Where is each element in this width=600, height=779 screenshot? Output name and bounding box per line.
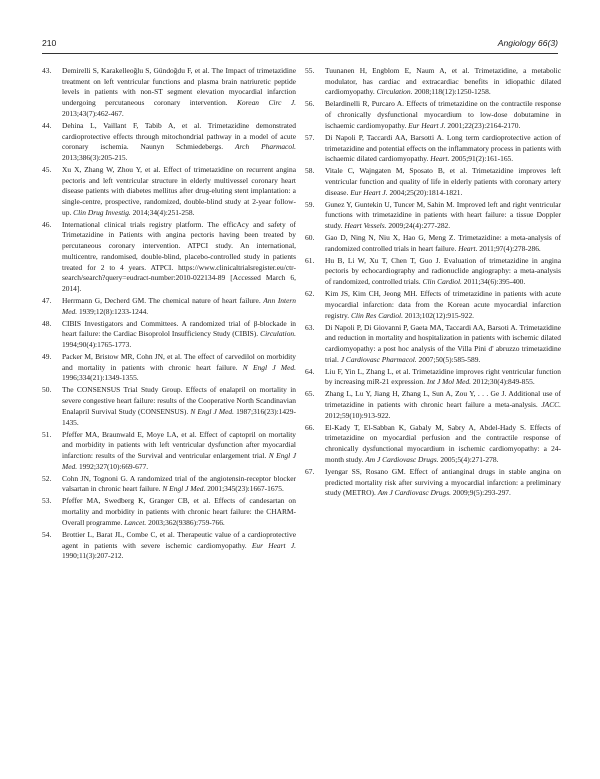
journal-name: Heart. (458, 243, 478, 253)
reference-entry (305, 66, 561, 98)
reference-segment: The CONSENSUS Trial Study Group. Effects of enalapril on mortality in severe congestive heart failure: results of the Cooperative North Scandinavian Enalapril Survival Study (CONSENSUS). (62, 385, 296, 416)
reference-entry (305, 289, 561, 321)
journal-name: Arch Pharmacol. (235, 142, 297, 152)
reference-text (325, 66, 561, 98)
reference-entry (42, 474, 296, 495)
journal-name: Clin Res Cardiol. (350, 310, 403, 320)
reference-segment: 1990;11(3):207-212. (62, 551, 124, 561)
reference-segment: Tuunanen H, Engblom E, Naum A, et al. Trimetazidine, a metabolic modulator, has cardiac and extracardiac benefits in idiopathic dilated cardiomyopathy. (325, 66, 561, 97)
reference-number: 60. (305, 233, 315, 243)
reference-segment: International clinical trials registry platform. The efficAcy and safety of Trimetazidine in Patients with angina pectoris having been treated by percutaneous coronary intervention. ATPCI study. An international, multicentre, randomised, double-blind, placebo-controlled study in patients treated for 2 to 4 years. ATPCI. https://www.clinicaltrialsregister.eu/ctr-search/search?query=eudract-number:2010-022134-89 [Accessed March 6, 2014]. (62, 219, 296, 293)
reference-segment: Herrmann G, Decherd GM. The chemical nature of heart failure. (62, 295, 264, 305)
reference-segment: 2003;362(9386):759-766. (146, 517, 225, 527)
running-header (42, 38, 558, 52)
reference-number: 64. (305, 366, 315, 376)
reference-segment: Dehina L, Vaillant F, Tabib A, et al. Trimetazidine demonstrated cardioprotective effects through mitochondrial pathway in a model of acute coronary ischemia. Naunyn Schmiedebergs. (62, 120, 296, 152)
reference-text (62, 165, 296, 219)
reference-entry (305, 133, 561, 165)
reference-segment: Gunez Y, Guntekin U, Tuncer M, Sahin M. Improved left and right ventricular functions with trimetazidine in patients with heart failure: a tissue Doppler study. (325, 199, 561, 231)
reference-number: 67. (305, 466, 315, 476)
reference-segment: 2007;50(5):585-589. (416, 354, 481, 364)
journal-name: J Cardiovasc Pharmacol. (340, 354, 417, 364)
reference-segment: 2014;34(4):251-258. (130, 207, 195, 217)
reference-segment: 2011;34(6):395-400. (461, 277, 526, 287)
journal-name: Int J Mol Med. (426, 377, 472, 387)
reference-number: 63. (305, 322, 315, 332)
reference-number: 62. (305, 289, 315, 299)
reference-number: 47. (42, 295, 52, 305)
reference-number: 51. (42, 429, 52, 439)
reference-entry (305, 200, 561, 232)
reference-segment: 2011;97(4):278-286. (477, 243, 541, 253)
reference-text (325, 166, 561, 198)
reference-list (42, 66, 296, 562)
journal-name: JACC. (541, 400, 561, 410)
reference-segment: Cohn JN, Tognoni G. A randomized trial of the angiotensin-receptor blocker valsartan in chronic heart failure. (62, 473, 296, 494)
reference-segment: Vitale C, Wajngaten M, Sposato B, et al. Trimetazidine improves left ventricular function and quality of life in elderly patients with coronary artery disease. (325, 166, 561, 197)
reference-number: 50. (42, 385, 52, 395)
reference-segment: Demirelli S, Karakelleoğlu S, Gündoğdu F, et al. The Impact of trimetazidine treatment on left ventricular functions and plasma brain natriuretic peptide levels in patients with non-ST segment elevation myocardial infarction undergoing percutaneous coronary intervention. (62, 66, 296, 108)
reference-segment: El-Kady T, El-Sabban K, Gabaly M, Sabry A, Abdel-Hady S. Effects of trimetazidine on myocardial perfusion and the contractile response of chronically dysfunctional myocardium in ischemic cardiomyopathy: a 24-month study. (325, 422, 561, 464)
reference-text (62, 474, 296, 495)
reference-number: 56. (305, 99, 315, 109)
reference-number: 54. (42, 529, 52, 539)
reference-entry (42, 385, 296, 428)
reference-segment: 2008;118(12):1250-1258. (412, 87, 491, 97)
reference-segment: 1992;327(10):669-677. (77, 461, 149, 471)
reference-segment: Brottier L, Barat JL, Combe C, et al. Therapeutic value of a cardioprotective agent in patients with severe ischemic cardiomyopathy. (62, 529, 296, 550)
reference-number: 57. (305, 132, 315, 142)
reference-segment: Iyengar SS, Rosano GM. Effect of antianginal drugs in stable angina on predicted mortality risk after surviving a myocardial infarction: a preliminary study (METRO). (325, 466, 561, 498)
journal-name: Heart Vessels. (344, 221, 387, 231)
page-number: 210 (42, 38, 57, 48)
journal-name: N Engl J Med. (190, 406, 234, 416)
reference-segment: 1987;316(23):1429-1435. (62, 406, 296, 427)
reference-number: 49. (42, 352, 52, 362)
reference-number: 58. (305, 166, 315, 176)
reference-number: 65. (305, 389, 315, 399)
reference-segment: 2013;43(7):462-467. (62, 108, 124, 118)
reference-segment: Xu X, Zhang W, Zhou Y, et al. Effect of trimetazidine on recurrent angina pectoris and left ventricular structure in elderly multivessel coronary heart disease patients with diabetes mellitus after drug-eluting stent implantation: a single-centre, prospective, randomized, double-blind study at 2-year follow-up. (62, 164, 296, 217)
journal-name: Eur Heart J. (408, 120, 446, 130)
journal-name: N Engl J Med. (242, 362, 297, 372)
reference-segment: 2012;30(4):849-855. (471, 377, 535, 387)
reference-segment: 2009;24(4):277-282. (386, 221, 451, 231)
journal-name: Circulation. (260, 329, 296, 339)
reference-segment: Liu F, Yin L, Zhang L, et al. Trimetazidine improves right ventricular function by increasing miR-21 expression. (325, 366, 561, 387)
reference-text (325, 99, 561, 131)
reference-entry (305, 423, 561, 466)
reference-text (325, 256, 561, 288)
reference-number: 59. (305, 199, 315, 209)
reference-segment: Packer M, Bristow MR, Cohn JN, et al. The effect of carvedilol on morbidity and mortality in patients with chronic heart failure. (62, 352, 296, 372)
journal-name: Clin Cardiol. (422, 277, 462, 287)
reference-text (62, 530, 296, 562)
reference-text (62, 66, 296, 120)
reference-text (325, 323, 561, 366)
reference-text (325, 233, 561, 254)
reference-entry (305, 367, 561, 388)
journal-name: Lancet. (124, 517, 147, 527)
reference-segment: Di Napoli P, Di Giovanni P, Gaeta MA, Taccardi AA, Barsoti A. Trimetazidine and reduction in mortality and hospitalization in patients with ischemic dilated cardiomyopathy: a post hoc analysis of the Villa Pini d' abruzzo trimetazidine trial. (325, 322, 561, 364)
reference-number: 53. (42, 496, 52, 506)
journal-name: Circulation. (376, 87, 413, 97)
journal-name: Eur Heart J. (350, 187, 388, 197)
reference-text (62, 296, 296, 317)
reference-segment: 2013;386(3):205-215. (62, 152, 128, 162)
reference-text (62, 352, 296, 384)
reference-entry (42, 220, 296, 295)
reference-text (325, 467, 561, 499)
reference-entry (42, 496, 296, 528)
reference-segment: Di Napoli P, Taccardi AA, Barsotti A. Long term cardioprotective action of trimetazidine and potential effects on the inflammatory process in patients with ischaemic dilated cardiomyopathy. (325, 132, 561, 164)
references-left-column (42, 66, 296, 563)
reference-segment: 2009;9(5):293-297. (450, 488, 511, 498)
journal-name: Clin Drug Investig. (73, 207, 131, 217)
reference-number: 45. (42, 164, 52, 174)
reference-text (325, 423, 561, 466)
reference-entry (305, 467, 561, 499)
reference-number: 66. (305, 422, 315, 432)
reference-segment: 2001;345(23):1667-1675. (205, 484, 284, 494)
reference-text (62, 220, 296, 295)
journal-name: Am J Cardiovasc Drugs. (365, 454, 439, 464)
reference-text (62, 496, 296, 528)
journal-name: Eur Heart J. (251, 540, 296, 550)
reference-text (325, 367, 561, 388)
reference-entry (305, 256, 561, 288)
reference-segment: Belardinelli R, Purcaro A. Effects of trimetazidine on the contractile response of chronically dysfunctional myocardium to low-dose dobutamine in ischaemic cardiomyopathy. (325, 99, 561, 130)
reference-segment: CIBIS Investigators and Committees. A randomized trial of β-blockade in heart failure: the Cardiac Bisoprolol Insufficiency Study (CIBIS). (62, 318, 296, 339)
reference-entry (42, 319, 296, 351)
reference-entry (305, 389, 561, 421)
reference-list (305, 66, 561, 499)
reference-text (325, 389, 561, 421)
reference-number: 55. (305, 66, 315, 75)
journal-name: Ann Intern Med. (62, 295, 296, 316)
reference-segment: 1939;12(8):1233-1244. (77, 306, 149, 316)
reference-text (325, 133, 561, 165)
reference-segment: 2004;25(20):1814-1821. (387, 187, 463, 197)
reference-entry (42, 530, 296, 562)
reference-segment: 1996;334(21):1349-1355. (62, 373, 139, 383)
journal-title: Angiology 66(3) (497, 38, 558, 48)
reference-entry (42, 165, 296, 219)
reference-text (325, 200, 561, 232)
reference-segment: 2001;22(23):2164-2170. (445, 120, 521, 130)
reference-number: 52. (42, 473, 52, 483)
references-right-column (305, 66, 561, 500)
reference-segment: 2005;5(4):271-278. (438, 454, 499, 464)
reference-entry (42, 296, 296, 317)
journal-name: Am J Cardiovasc Drugs. (377, 488, 451, 498)
reference-entry (42, 66, 296, 120)
reference-text (62, 319, 296, 351)
journal-name: Heart. (430, 154, 450, 164)
reference-number: 44. (42, 120, 52, 130)
reference-text (325, 289, 561, 321)
journal-name: N Engl J Med. (162, 484, 206, 494)
journal-name: Korean Circ J. (236, 98, 296, 108)
reference-number: 61. (305, 255, 315, 265)
reference-segment: 1994;90(4):1765-1773. (62, 340, 132, 350)
reference-entry (305, 233, 561, 254)
reference-segment: Kim JS, Kim CH, Jeong MH. Effects of trimetazidine in patients with acute myocardial infarction: data from the Korean acute myocardial infarction registry. (325, 289, 561, 320)
journal-name: N Engl J Med. (62, 450, 296, 471)
reference-segment: Zhang L, Lu Y, Jiang H, Zhang L, Sun A, Zou Y, . . . Ge J. Additional use of trimetazidine in patients with chronic heart failure a meta-analysis. (325, 389, 561, 410)
header-rule (42, 53, 558, 54)
reference-number: 43. (42, 66, 52, 75)
reference-segment: Hu B, Li W, Xu T, Chen T, Guo J. Evaluation of trimetazidine in angina pectoris by echocardiography and radionuclide angiography: a meta-analysis of randomized, controlled trials. (325, 255, 561, 287)
reference-segment: Pfeffer MA, Swedberg K, Granger CB, et al. Effects of candesartan on mortality and morbidity in patients with chronic heart failure: the CHARM-Overall programme. (62, 496, 296, 527)
reference-segment: 2005;91(2):161-165. (449, 154, 514, 164)
reference-entry (305, 323, 561, 366)
reference-text (62, 430, 296, 473)
reference-segment: 2013;102(12):915-922. (402, 310, 475, 320)
reference-segment: 2012;59(10):913-922. (325, 410, 391, 420)
reference-segment: Pfeffer MA, Braunwald E, Moye LA, et al. Effect of captopril on mortality and morbidity in patients with left ventricular dysfunction after myocardial infarction: results of the Survival and ventricular enlargement trial. (62, 429, 296, 460)
reference-entry (305, 99, 561, 131)
reference-text (62, 385, 296, 428)
reference-number: 48. (42, 318, 52, 328)
reference-segment: Gao D, Ning N, Niu X, Hao G, Meng Z. Trimetazidine: a meta-analysis of randomized controlled trials in heart failure. (325, 233, 561, 253)
reference-entry (42, 430, 296, 473)
reference-entry (42, 352, 296, 384)
reference-entry (305, 166, 561, 198)
reference-text (62, 121, 296, 164)
reference-entry (42, 121, 296, 164)
reference-number: 46. (42, 219, 52, 229)
